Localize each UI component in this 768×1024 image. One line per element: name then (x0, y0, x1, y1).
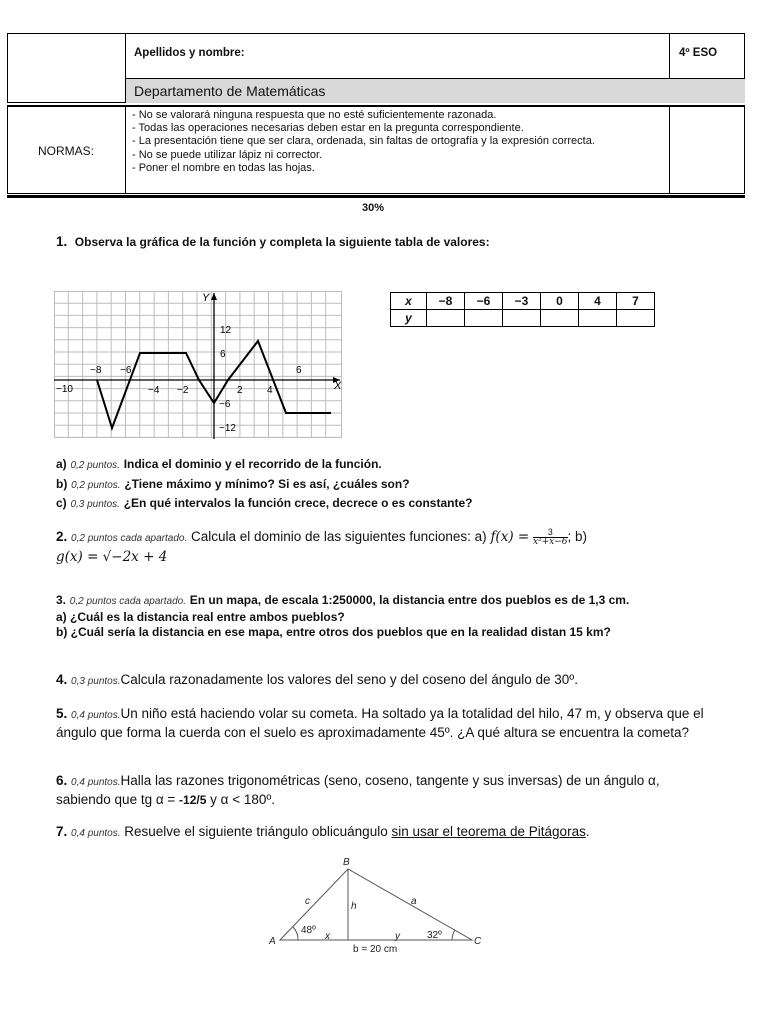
x-axis-label: X (334, 380, 342, 392)
rules-list (132, 109, 662, 175)
side-a: a (411, 896, 417, 907)
rule-item: - Todas las operaciones necesarias deben estar en la pregunta correspondiente. (132, 122, 524, 135)
y-answer-cell[interactable] (579, 310, 617, 327)
rule-item: - No se valorará ninguna respuesta que no esté suficientemente razonada. (132, 109, 497, 121)
department-label: Departamento de Matemáticas (134, 83, 326, 99)
y-answer-cell[interactable] (427, 310, 465, 327)
y-answer-cell[interactable] (617, 310, 655, 327)
tick-y: 12 (220, 325, 232, 336)
angle-c-label: 32º (427, 930, 442, 941)
rules-label: NORMAS: (38, 144, 95, 158)
question-2: 2. 0,2 puntos cada apartado. Calcula el dominio de las siguientes funciones: a) f(x) = $\frac{3}{\text{x²+x−6}}$ ; b) g(x) = √−2x + 4 (56, 528, 696, 566)
tick-y: −6 (219, 399, 231, 410)
angle-c-arc (452, 930, 455, 940)
tick-x: −2 (177, 385, 189, 396)
question-4: 4. 0,3 puntos.Calcula razonadamente los valores del seno y del coseno del ángulo de 30º. (56, 672, 578, 687)
tick-x: −6 (120, 365, 132, 376)
part-c: c) 0,3 puntos. ¿En qué intervalos la función crece, decrece o es constante? (56, 496, 473, 510)
rules-divider (669, 107, 670, 193)
question-3: 3. 0,2 puntos cada apartado. En un mapa, de escala 1:250000, la distancia entre dos pueblos es de 1,3 cm. a) ¿Cuál es la distancia real entre ambos pueblos? b) ¿Cuál sería la distancia en ese mapa, entre otros dos pueblos que en la realidad distan 15 km? (56, 593, 630, 639)
x-value: 0 (541, 293, 579, 310)
y-answer-cell[interactable] (465, 310, 503, 327)
x-value: −8 (427, 293, 465, 310)
question-number: 1. (56, 234, 68, 249)
vertex-b: B (343, 857, 350, 868)
side-c: c (305, 896, 310, 907)
segment-y: y (395, 931, 400, 942)
question-text: Observa la gráfica de la función y completa la siguiente tabla de valores: (74, 235, 490, 249)
weight-label: 30% (362, 202, 385, 214)
table-row (391, 310, 655, 327)
tick-x: −8 (90, 365, 102, 376)
triangle-diagram (264, 852, 488, 958)
question-text: Calcula el dominio de las siguientes funciones: a) (191, 529, 487, 545)
name-label: Apellidos y nombre: (134, 47, 245, 59)
x-header: x (391, 293, 427, 310)
tick-y: −12 (219, 423, 236, 434)
question-5: 5. 0,4 puntos.Un niño está haciendo volar su cometa. Ha soltado ya la totalidad del hilo, 47 m, y observa que el ángulo que forma la cuerda con el suelo es aproximadamente 45º. ¿A qué altura se encuentra la cometa? (56, 706, 704, 740)
part-b: b) 0,2 puntos. ¿Tiene máximo y mínimo? Si es así, ¿cuáles son? (56, 476, 410, 491)
function-graph (54, 291, 346, 441)
course-label: 4º ESO (679, 47, 718, 59)
fraction: $\frac{3}{\text{x²+x−6}}$ (532, 527, 568, 547)
y-answer-cell[interactable] (503, 310, 541, 327)
separator-line (7, 195, 745, 198)
vertex-c: C (474, 936, 482, 947)
rule-item: - Poner el nombre en todas las hojas. (132, 161, 315, 174)
tick-x: −10 (56, 384, 73, 395)
y-answer-cell[interactable] (541, 310, 579, 327)
x-value: −3 (503, 293, 541, 310)
tick-x: 2 (237, 385, 243, 396)
base-label: b = 20 cm (353, 944, 398, 955)
tick-y: 6 (220, 349, 226, 360)
x-value: −6 (465, 293, 503, 310)
segment-x: x (325, 931, 330, 942)
rules-box (7, 105, 745, 194)
rule-item: - No se puede utilizar lápiz ni corrector. (132, 148, 323, 161)
y-axis-arrow-icon (211, 293, 217, 300)
height-h: h (351, 901, 357, 912)
y-header: y (391, 310, 427, 327)
tick-x: −4 (148, 385, 160, 396)
values-table (390, 292, 655, 327)
header-table (7, 33, 745, 103)
department-cell (126, 78, 745, 103)
question-1 (56, 233, 490, 251)
question-6: 6. 0,4 puntos.Halla las razones trigonométricas (seno, coseno, tangente y sus inversas) de un ángulo α, sabiendo que tg α = -12/5 y α < 180º. (56, 773, 660, 807)
question-1-parts (56, 455, 472, 514)
part-a: a) 0,2 puntos. Indica el dominio y el recorrido de la función. (56, 457, 382, 471)
rules-divider (125, 107, 126, 193)
vertex-a: A (269, 936, 276, 947)
g-function: g(x) = √−2x + 4 (56, 549, 168, 566)
tick-x: 6 (296, 365, 302, 376)
tick-x: 4 (267, 385, 273, 396)
table-row (391, 293, 655, 310)
question-7: 7. 0,4 puntos. Resuelve el siguiente triángulo oblicuángulo sin usar el teorema de Pitágoras. (56, 824, 590, 839)
angle-a-label: 48º (301, 925, 316, 936)
angle-a-arc (293, 927, 298, 940)
x-value: 4 (579, 293, 617, 310)
x-value: 7 (617, 293, 655, 310)
y-axis-label: Y (202, 292, 210, 304)
rule-item: - La presentación tiene que ser clara, ordenada, sin faltas de ortografía y la expresión correcta. (132, 135, 595, 148)
